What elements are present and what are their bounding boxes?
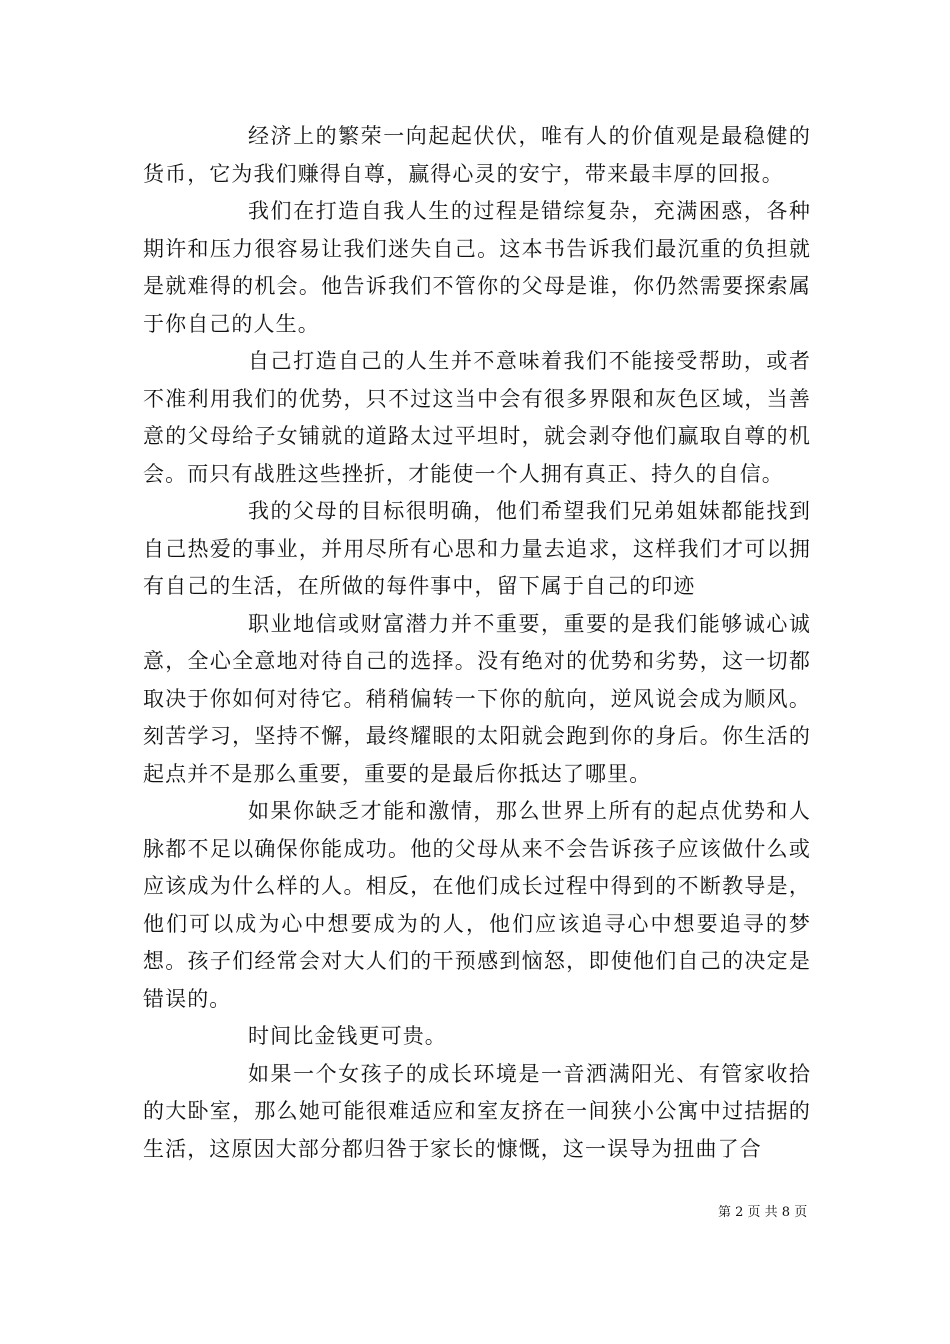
document-body bbox=[143, 118, 811, 1168]
paragraph: 我的父母的目标很明确，他们希望我们兄弟姐妹都能找到自己热爱的事业，并用尽所有心思和力量去追求，这样我们才可以拥有自己的生活，在所做的每件事中，留下属于自己的印迹 bbox=[143, 499, 811, 598]
paragraph: 时间比金钱更可贵。 bbox=[248, 1024, 447, 1048]
paragraph: 职业地信或财富潜力并不重要，重要的是我们能够诚心诚意，全心全意地对待自己的选择。没有绝对的优势和劣势，这一切都取决于你如何对待它。稍稍偏转一下你的航向，逆风说会成为顺风。刻苦学习，坚持不懈，最终耀眼的太阳就会跑到你的身后。你生活的起点并不是那么重要，重要的是最后你抵达了哪里。 bbox=[143, 611, 811, 786]
paragraph: 自己打造自己的人生并不意味着我们不能接受帮助，或者不准利用我们的优势，只不过这当中会有很多界限和灰色区域，当善意的父母给子女铺就的道路太过平坦时，就会剥夺他们赢取自尊的机会。而只有战胜这些挫折，才能使一个人拥有真正、持久的自信。 bbox=[143, 349, 811, 486]
page-number: 第 2 页 共 8 页 bbox=[718, 1205, 808, 1220]
paragraph: 如果一个女孩子的成长环境是一音洒满阳光、有管家收拾的大卧室，那么她可能很难适应和室友挤在一间狭小公寓中过拮据的生活，这原因大部分都归咎于家长的慷慨，这一误导为扭曲了合 bbox=[143, 1061, 811, 1161]
paragraph: 如果你缺乏才能和激情，那么世界上所有的起点优势和人脉都不足以确保你能成功。他的父母从来不会告诉孩子应该做什么或应该成为什么样的人。相反，在他们成长过程中得到的不断教导是，他们可以成为心中想要成为的人，他们应该追寻心中想要追寻的梦想。孩子们经常会对大人们的干预感到恼怒，即使他们自己的决定是错误的。 bbox=[143, 799, 811, 1011]
paragraph: 我们在打造自我人生的过程是错综复杂，充满困惑，各种期许和压力很容易让我们迷失自己。这本书告诉我们最沉重的负担就是就难得的机会。他告诉我们不管你的父母是谁，你仍然需要探索属于你自己的人生。 bbox=[143, 199, 811, 336]
paragraph: 经济上的繁荣一向起起伏伏，唯有人的价值观是最稳健的货币，它为我们赚得自尊，赢得心灵的安宁，带来最丰厚的回报。 bbox=[143, 124, 811, 186]
